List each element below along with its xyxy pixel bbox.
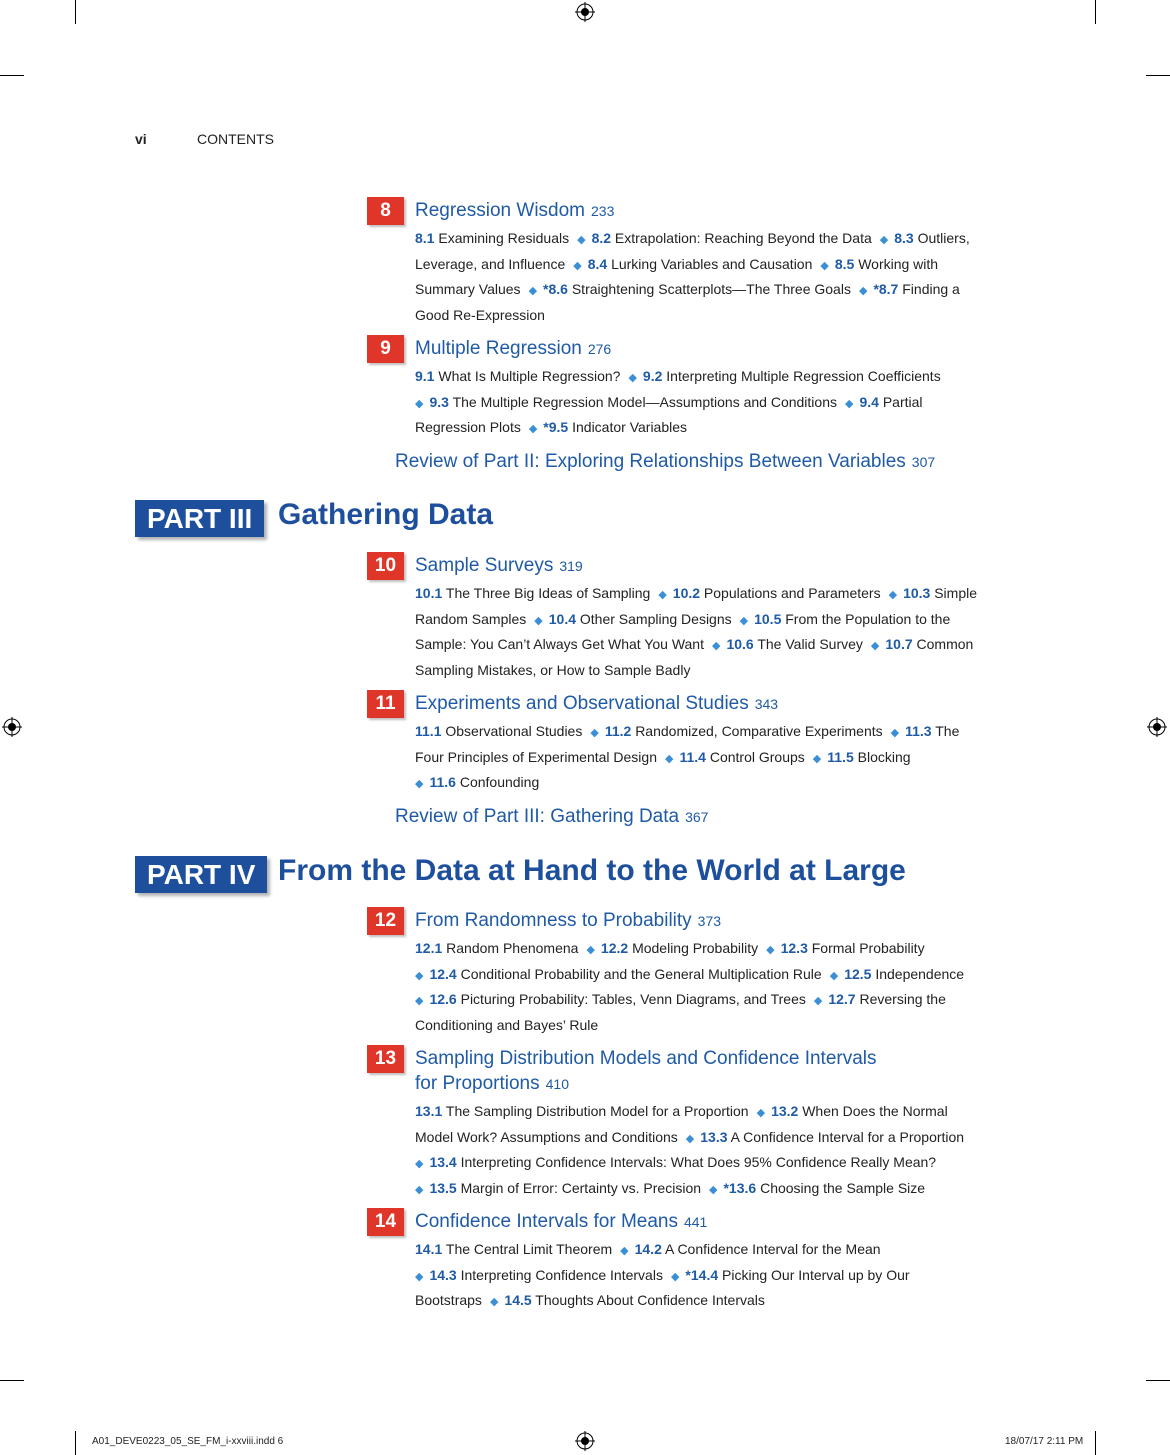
chapter-number: 13 <box>367 1045 404 1073</box>
section-number: 14.3 <box>429 1266 457 1283</box>
section-number: *13.6 <box>723 1179 757 1196</box>
section-number: 11.1 <box>415 723 442 739</box>
section-line <box>415 227 1007 253</box>
crop-mark <box>0 1380 24 1381</box>
part-review-entry[interactable] <box>395 451 935 473</box>
section-entry[interactable] <box>726 636 862 652</box>
section-number: 10.6 <box>726 636 754 652</box>
section-title[interactable]: Random Samples <box>415 610 527 627</box>
section-number: 12.2 <box>600 940 629 956</box>
section-line <box>415 746 1007 772</box>
diamond-bullet-icon: ◆ <box>813 995 823 1007</box>
section-title[interactable]: Other Sampling Designs <box>579 610 732 627</box>
section-title[interactable]: Interpreting Confidence Intervals: What Does 95% Confidence Really Mean? <box>460 1154 937 1170</box>
section-line <box>415 582 1007 608</box>
section-line <box>415 1100 1007 1126</box>
diamond-bullet-icon: ◆ <box>528 285 538 297</box>
section-number: 8.2 <box>591 230 612 246</box>
section-entry[interactable] <box>835 256 938 272</box>
chapter-number: 14 <box>367 1208 404 1236</box>
section-entry[interactable] <box>415 723 582 739</box>
section-entry[interactable] <box>673 585 881 601</box>
section-line <box>415 365 1007 391</box>
chapter-number: 10 <box>367 552 404 580</box>
section-entry[interactable] <box>415 307 545 323</box>
section-entry[interactable] <box>827 749 910 765</box>
diamond-bullet-icon: ◆ <box>812 752 822 765</box>
section-line <box>415 720 1007 746</box>
section-number: 13.1 <box>415 1103 443 1119</box>
section-title[interactable]: Interpreting Multiple Regression Coefficients <box>666 368 941 384</box>
section-number: 12.4 <box>429 965 457 982</box>
chapter-entry[interactable] <box>367 197 1007 327</box>
section-number: 12.7 <box>828 991 856 1007</box>
section-line <box>415 1151 1007 1177</box>
section-list <box>415 365 1007 442</box>
chapter-page: 233 <box>591 203 615 219</box>
section-number: 10.3 <box>903 585 931 601</box>
section-entry[interactable] <box>429 774 539 790</box>
section-title[interactable]: Picturing Probability: Tables, Venn Diagrams, and Trees <box>460 991 806 1007</box>
diamond-bullet-icon: ◆ <box>658 589 667 601</box>
section-entry[interactable] <box>592 230 872 246</box>
chapter-title-line[interactable] <box>415 1045 1007 1097</box>
chapter-entry[interactable] <box>367 552 1007 682</box>
section-title[interactable]: When Does the Normal <box>802 1103 948 1119</box>
section-entry[interactable] <box>415 611 526 627</box>
section-title[interactable]: Extrapolation: Reaching Beyond the Data <box>614 230 872 246</box>
section-title[interactable]: Thoughts About Confidence Intervals <box>535 1292 765 1308</box>
section-entry[interactable] <box>754 611 950 627</box>
section-entry[interactable] <box>828 991 946 1007</box>
section-title[interactable]: Four Principles of Experimental Design <box>415 748 657 765</box>
chapter-entry[interactable] <box>367 690 1007 797</box>
section-entry[interactable] <box>543 419 687 435</box>
section-number: 13.3 <box>700 1128 728 1145</box>
diamond-bullet-icon: ◆ <box>415 397 424 410</box>
section-entry[interactable] <box>859 394 922 410</box>
chapter-number: 12 <box>367 907 404 935</box>
running-head-label: CONTENTS <box>197 131 274 147</box>
chapter-entry[interactable] <box>367 907 1007 1037</box>
diamond-bullet-icon: ◆ <box>534 614 543 627</box>
chapter-entry[interactable] <box>367 1045 1007 1202</box>
chapter-page: 373 <box>697 913 722 929</box>
section-entry[interactable] <box>415 1292 482 1308</box>
section-number: 13.2 <box>771 1103 799 1119</box>
section-number: *14.4 <box>685 1266 719 1283</box>
diamond-bullet-icon: ◆ <box>820 259 829 272</box>
section-number: 10.4 <box>548 610 576 627</box>
section-title[interactable]: Picking Our Interval up by Our <box>722 1266 910 1283</box>
section-title[interactable]: A Confidence Interval for the Mean <box>664 1241 881 1257</box>
section-title[interactable]: From the Population to the <box>785 610 951 627</box>
section-entry[interactable] <box>415 1017 598 1033</box>
chapter-entry[interactable] <box>367 1208 1007 1315</box>
section-title[interactable]: Conditional Probability and the General Multiplication Rule <box>460 965 822 982</box>
running-head <box>135 131 274 147</box>
section-title[interactable]: The Central Limit Theorem <box>445 1241 613 1257</box>
section-number: 13.5 <box>429 1179 457 1196</box>
section-line <box>415 304 1007 328</box>
diamond-bullet-icon: ◆ <box>709 1183 718 1196</box>
section-entry[interactable] <box>415 662 690 678</box>
section-list <box>415 1238 1007 1315</box>
chapter-title-line[interactable] <box>415 335 1007 362</box>
chapter-page: 319 <box>559 558 583 574</box>
chapter-page: 410 <box>545 1076 569 1092</box>
section-number: 12.3 <box>780 940 808 956</box>
diamond-bullet-icon: ◆ <box>766 944 775 956</box>
diamond-bullet-icon: ◆ <box>577 234 586 246</box>
diamond-bullet-icon: ◆ <box>711 640 721 652</box>
section-title[interactable]: Sample: You Can’t Always Get What You Want <box>415 636 704 652</box>
section-number: 8.1 <box>415 230 435 246</box>
section-title[interactable]: Straightening Scatterplots—The Three Goals <box>571 281 851 297</box>
section-entry[interactable] <box>723 1180 925 1196</box>
crop-mark <box>1095 0 1096 24</box>
diamond-bullet-icon: ◆ <box>739 614 749 627</box>
chapter-title-line[interactable] <box>415 690 1007 717</box>
section-entry[interactable] <box>415 636 704 652</box>
slug-filename: A01_DEVE0223_05_SE_FM_i-xxviii.indd 6 <box>92 1436 284 1447</box>
section-line <box>415 1126 1007 1152</box>
part-label: PART IV <box>135 856 267 893</box>
chapter-number: 11 <box>367 690 404 718</box>
section-line <box>415 771 1007 797</box>
diamond-bullet-icon: ◆ <box>415 1158 424 1170</box>
section-number: 14.2 <box>634 1241 662 1257</box>
page-folio: vi <box>135 131 147 147</box>
section-entry[interactable] <box>415 230 569 246</box>
part-review-entry[interactable] <box>395 806 708 828</box>
section-number: 11.6 <box>429 774 456 790</box>
section-line <box>415 633 1007 659</box>
diamond-bullet-icon: ◆ <box>665 752 674 765</box>
section-list <box>415 227 1007 327</box>
section-number: 12.1 <box>415 940 443 956</box>
section-line <box>415 988 1007 1014</box>
section-entry[interactable] <box>873 281 959 297</box>
section-number: 9.2 <box>642 368 663 384</box>
section-entry[interactable] <box>415 749 657 765</box>
section-title[interactable]: Margin of Error: Certainty vs. Precision <box>460 1179 702 1196</box>
diamond-bullet-icon: ◆ <box>489 1296 499 1308</box>
section-entry[interactable] <box>415 940 578 956</box>
section-line <box>415 1238 1007 1264</box>
section-number: *8.7 <box>873 281 899 297</box>
section-title[interactable]: Lurking Variables and Causation <box>611 255 813 272</box>
section-entry[interactable] <box>429 1180 701 1196</box>
section-entry[interactable] <box>429 1154 936 1170</box>
diamond-bullet-icon: ◆ <box>573 259 582 272</box>
section-title[interactable]: Working with <box>858 255 939 272</box>
section-title[interactable]: Good Re-Expression <box>415 306 545 323</box>
section-title[interactable]: Modeling Probability <box>632 940 759 956</box>
section-line <box>415 1014 1007 1038</box>
section-title[interactable]: Bootstraps <box>415 1292 482 1308</box>
section-number: 11.3 <box>905 723 932 739</box>
review-title[interactable]: Review of Part II: Exploring Relationships Between Variables <box>395 451 906 472</box>
section-number: 11.2 <box>604 723 632 739</box>
review-page: 307 <box>911 454 936 470</box>
section-title[interactable]: The Valid Survey <box>757 636 863 652</box>
section-title[interactable]: Formal Probability <box>811 940 925 956</box>
section-entry[interactable] <box>679 749 804 765</box>
chapter-title[interactable]: Sampling Distribution Models and Confidence Intervals <box>415 1048 877 1069</box>
chapter-title[interactable]: Multiple Regression <box>415 338 582 359</box>
registration-mark-icon <box>575 1431 595 1451</box>
section-list <box>415 937 1007 1037</box>
section-entry[interactable] <box>771 1103 948 1119</box>
section-title[interactable]: Outliers, <box>917 230 970 246</box>
diamond-bullet-icon: ◆ <box>858 285 868 297</box>
section-title[interactable]: Conditioning and Bayes’ Rule <box>415 1016 599 1033</box>
crop-mark <box>0 75 24 76</box>
section-title[interactable]: Randomized, Comparative Experiments <box>635 723 883 739</box>
section-line <box>415 659 1007 683</box>
section-entry[interactable] <box>844 966 964 982</box>
section-number: 9.4 <box>859 393 879 410</box>
section-entry[interactable] <box>429 991 805 1007</box>
diamond-bullet-icon: ◆ <box>415 1183 424 1196</box>
section-title[interactable]: Indicator Variables <box>572 419 688 435</box>
section-entry[interactable] <box>429 1267 662 1283</box>
slug-date: 18/07/17 2:11 PM <box>1005 1436 1084 1447</box>
chapter-title-line[interactable] <box>415 552 1007 579</box>
diamond-bullet-icon: ◆ <box>415 969 424 982</box>
section-title[interactable]: Random Phenomena <box>446 940 579 956</box>
section-entry[interactable] <box>643 368 941 384</box>
section-number: 13.4 <box>429 1154 457 1170</box>
section-title[interactable]: Examining Residuals <box>438 230 570 246</box>
section-title[interactable]: Choosing the Sample Size <box>760 1179 926 1196</box>
section-number: 10.7 <box>885 636 913 652</box>
chapter-title-line[interactable] <box>415 907 1007 934</box>
chapter-number: 8 <box>367 197 404 225</box>
chapter-title[interactable]: Sample Surveys <box>415 555 554 576</box>
section-title[interactable]: Partial <box>882 393 923 410</box>
section-entry[interactable] <box>415 419 521 435</box>
section-number: 11.4 <box>679 748 706 765</box>
chapter-page: 343 <box>754 696 779 712</box>
chapter-title[interactable]: Regression Wisdom <box>415 200 585 221</box>
diamond-bullet-icon: ◆ <box>756 1107 766 1119</box>
section-entry[interactable] <box>415 1241 612 1257</box>
section-title[interactable]: Model Work? Assumptions and Conditions <box>415 1128 678 1145</box>
section-entry[interactable] <box>504 1292 764 1308</box>
registration-mark-icon <box>2 717 22 737</box>
section-line <box>415 963 1007 989</box>
registration-mark-icon <box>1147 717 1167 737</box>
section-entry[interactable] <box>415 256 565 272</box>
section-number: 9.3 <box>429 393 449 410</box>
crop-mark <box>1095 1431 1096 1455</box>
section-entry[interactable] <box>429 966 821 982</box>
section-number: 11.5 <box>827 748 854 765</box>
chapter-entry[interactable] <box>367 335 1007 442</box>
part-label: PART III <box>135 500 264 537</box>
section-title[interactable]: Control Groups <box>709 748 805 765</box>
chapter-page: 276 <box>587 341 612 357</box>
diamond-bullet-icon: ◆ <box>870 640 880 652</box>
crop-mark <box>1146 75 1170 76</box>
section-entry[interactable] <box>415 1103 749 1119</box>
section-entry[interactable] <box>601 940 758 956</box>
section-title[interactable]: Leverage, and Influence <box>415 255 566 272</box>
chapter-title[interactable]: Experiments and Observational Studies <box>415 693 749 714</box>
section-title[interactable]: Independence <box>875 965 965 982</box>
section-title[interactable]: Observational Studies <box>445 723 583 739</box>
section-line <box>415 937 1007 963</box>
section-line <box>415 416 1007 442</box>
section-title[interactable]: The <box>935 723 960 739</box>
chapter-page: 441 <box>683 1214 708 1230</box>
chapter-title[interactable]: Confidence Intervals for Means <box>415 1211 678 1232</box>
section-number: 10.2 <box>672 585 701 601</box>
section-title[interactable]: Finding a <box>902 281 960 297</box>
section-title[interactable]: Populations and Parameters <box>703 585 881 601</box>
diamond-bullet-icon: ◆ <box>628 372 637 384</box>
section-number: 14.1 <box>415 1241 443 1257</box>
review-title[interactable]: Review of Part III: Gathering Data <box>395 806 680 827</box>
section-title[interactable]: Interpreting Confidence Intervals <box>460 1266 663 1283</box>
crop-mark <box>75 1431 76 1455</box>
section-entry[interactable] <box>685 1267 909 1283</box>
section-title[interactable]: The Sampling Distribution Model for a Proportion <box>445 1103 749 1119</box>
section-entry[interactable] <box>543 281 851 297</box>
diamond-bullet-icon: ◆ <box>415 1270 424 1283</box>
diamond-bullet-icon: ◆ <box>528 423 538 435</box>
part-title[interactable]: Gathering Data <box>278 498 494 531</box>
section-number: 9.1 <box>415 368 435 384</box>
diamond-bullet-icon: ◆ <box>620 1245 629 1257</box>
section-title[interactable]: Blocking <box>857 748 911 765</box>
section-number: 12.5 <box>844 965 872 982</box>
section-list <box>415 582 1007 682</box>
section-title[interactable]: Sampling Mistakes, or How to Sample Badly <box>415 661 691 678</box>
section-entry[interactable] <box>781 940 925 956</box>
section-line <box>415 1177 1007 1203</box>
section-line <box>415 278 1007 304</box>
chapter-title-line[interactable] <box>415 197 1007 224</box>
section-entry[interactable] <box>549 611 732 627</box>
diamond-bullet-icon: ◆ <box>845 397 854 410</box>
diamond-bullet-icon: ◆ <box>829 969 839 982</box>
diamond-bullet-icon: ◆ <box>415 995 424 1007</box>
section-number: 10.1 <box>415 585 443 601</box>
diamond-bullet-icon: ◆ <box>685 1132 695 1145</box>
section-list <box>415 1100 1007 1202</box>
section-title[interactable]: Simple <box>934 585 977 601</box>
diamond-bullet-icon: ◆ <box>879 234 889 246</box>
diamond-bullet-icon: ◆ <box>415 778 424 790</box>
section-title[interactable]: Summary Values <box>415 281 521 297</box>
diamond-bullet-icon: ◆ <box>590 727 599 739</box>
section-number: *8.6 <box>543 281 568 297</box>
diamond-bullet-icon: ◆ <box>888 589 898 601</box>
section-entry[interactable] <box>429 394 837 410</box>
registration-mark-icon <box>575 2 595 22</box>
section-number: 8.4 <box>587 255 608 272</box>
section-title[interactable]: Regression Plots <box>415 419 521 435</box>
section-entry[interactable] <box>700 1129 964 1145</box>
section-entry[interactable] <box>635 1241 881 1257</box>
section-entry[interactable] <box>588 256 813 272</box>
section-number: 8.5 <box>834 255 855 272</box>
section-line <box>415 608 1007 634</box>
crop-mark <box>1146 1380 1170 1381</box>
section-entry[interactable] <box>894 230 969 246</box>
section-number: *9.5 <box>543 419 569 435</box>
chapter-title-continued[interactable]: for Proportions <box>415 1073 540 1094</box>
section-title[interactable]: What Is Multiple Regression? <box>438 368 621 384</box>
chapter-number: 9 <box>367 335 404 363</box>
section-line <box>415 391 1007 417</box>
section-entry[interactable] <box>885 636 973 652</box>
section-number: 10.5 <box>754 610 782 627</box>
part-title[interactable]: From the Data at Hand to the World at Large <box>278 854 906 887</box>
section-entry[interactable] <box>415 1129 678 1145</box>
diamond-bullet-icon: ◆ <box>586 944 595 956</box>
review-page: 367 <box>685 809 709 825</box>
section-number: 8.3 <box>894 230 914 246</box>
crop-mark <box>75 0 76 24</box>
section-title[interactable]: The Multiple Regression Model—Assumptions and Conditions <box>452 393 837 410</box>
section-line <box>415 1264 1007 1290</box>
section-list <box>415 720 1007 797</box>
section-entry[interactable] <box>903 585 977 601</box>
chapter-title[interactable]: From Randomness to Probability <box>415 910 692 931</box>
diamond-bullet-icon: ◆ <box>890 727 900 739</box>
section-title[interactable]: Reversing the <box>859 991 946 1007</box>
section-line <box>415 1289 1007 1315</box>
section-entry[interactable] <box>415 585 650 601</box>
section-entry[interactable] <box>905 723 959 739</box>
section-number: 12.6 <box>429 991 457 1007</box>
chapter-title-line[interactable] <box>415 1208 1007 1235</box>
section-line <box>415 253 1007 279</box>
section-entry[interactable] <box>605 723 883 739</box>
section-number: 14.5 <box>504 1292 532 1308</box>
section-title[interactable]: A Confidence Interval for a Proportion <box>730 1128 965 1145</box>
section-title[interactable]: Confounding <box>459 774 540 790</box>
section-title[interactable]: Common <box>916 636 974 652</box>
section-entry[interactable] <box>415 368 620 384</box>
section-entry[interactable] <box>415 281 521 297</box>
section-title[interactable]: The Three Big Ideas of Sampling <box>445 585 651 601</box>
diamond-bullet-icon: ◆ <box>670 1270 680 1283</box>
